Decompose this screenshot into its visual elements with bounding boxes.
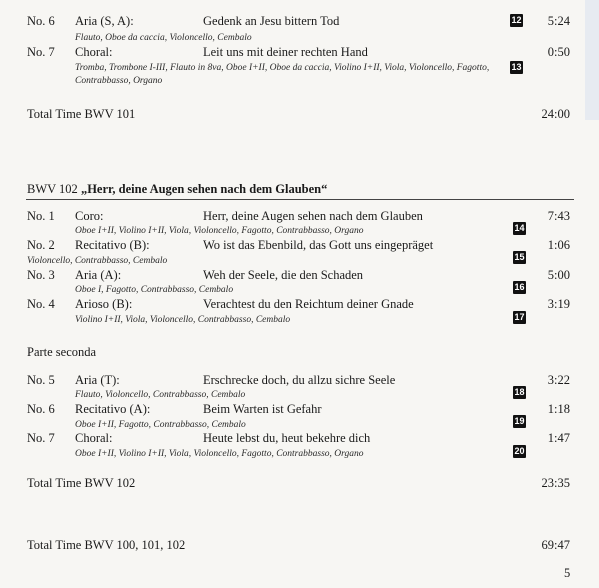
track-time: 0:50 (547, 45, 570, 59)
track-number: No. 7 (27, 431, 55, 445)
instrumentation: Oboe I+II, Violino I+II, Viola, Violoncello, Fagotto, Contrabbasso, Organo (75, 226, 364, 236)
movement-type: Aria (A): (75, 268, 122, 282)
movement-title: Herr, deine Augen sehen nach dem Glauben (203, 209, 423, 223)
movement-type: Aria (S, A): (75, 14, 134, 28)
page-number: 5 (564, 566, 571, 580)
movement-type: Recitativo (A): (75, 402, 151, 416)
cantata-number: BWV 102 (27, 182, 78, 196)
movement-type: Arioso (B): (75, 297, 133, 311)
total-time-label: Total Time BWV 101 (27, 107, 136, 121)
movement-type: Coro: (75, 209, 104, 223)
track-badge: 14 (514, 223, 525, 233)
track-badge: 12 (511, 15, 522, 25)
track-time: 5:00 (547, 268, 570, 282)
instrumentation: Flauto, Violoncello, Contrabbasso, Cembalo (75, 390, 246, 400)
movement-type: Choral: (75, 431, 113, 445)
movement-title: Leit uns mit deiner rechten Hand (203, 45, 368, 59)
page-edge (585, 0, 599, 120)
total-time-value: 23:35 (541, 476, 570, 490)
track-number: No. 3 (27, 268, 55, 282)
movement-type: Recitativo (B): (75, 238, 150, 252)
track-number: No. 6 (27, 402, 55, 416)
track-badge: 19 (514, 416, 525, 426)
movement-title: Heute lebst du, heut bekehre dich (203, 431, 371, 445)
movement-type: Choral: (75, 45, 113, 59)
total-time-value: 24:00 (541, 107, 570, 121)
movement-title: Beim Warten ist Gefahr (203, 402, 322, 416)
track-time: 3:19 (547, 297, 570, 311)
track-time: 1:06 (547, 238, 570, 252)
instrumentation: Flauto, Oboe da caccia, Violoncello, Cembalo (75, 33, 252, 43)
track-badge: 17 (514, 312, 525, 322)
cantata-title: „Herr, deine Augen sehen nach dem Glauben“ (80, 182, 328, 196)
movement-title: Verachtest du den Reichtum deiner Gnade (203, 297, 414, 311)
instrumentation: Contrabbasso, Organo (75, 76, 163, 86)
grand-total-value: 69:47 (541, 538, 570, 552)
track-badge: 16 (514, 282, 525, 292)
movement-title: Weh der Seele, die den Schaden (203, 268, 364, 282)
track-number: No. 1 (27, 209, 55, 223)
total-time-label: Total Time BWV 102 (27, 476, 136, 490)
movement-title: Gedenk an Jesu bittern Tod (203, 14, 340, 28)
track-number: No. 4 (27, 297, 55, 311)
instrumentation: Oboe I, Fagotto, Contrabbasso, Cembalo (75, 285, 234, 295)
divider (26, 199, 574, 200)
track-time: 7:43 (547, 209, 570, 223)
track-number: No. 6 (27, 14, 55, 28)
track-number: No. 7 (27, 45, 55, 59)
track-time: 3:22 (547, 373, 570, 387)
movement-title: Erschrecke doch, du allzu sichre Seele (203, 373, 396, 387)
movement-type: Aria (T): (75, 373, 120, 387)
instrumentation: Oboe I+II, Fagotto, Contrabbasso, Cembalo (75, 420, 246, 430)
track-number: No. 2 (27, 238, 55, 252)
track-number: No. 5 (27, 373, 55, 387)
instrumentation: Tromba, Trombone I-III, Flauto in 8va, Oboe I+II, Oboe da caccia, Violino I+II, Viola, Violoncello, Fagotto, (75, 63, 490, 73)
part-heading: Parte seconda (27, 345, 97, 359)
instrumentation: Violino I+II, Viola, Violoncello, Contrabbasso, Cembalo (75, 315, 291, 325)
track-time: 5:24 (547, 14, 570, 28)
movement-title: Wo ist das Ebenbild, das Gott uns eingepräget (203, 238, 434, 252)
track-time: 1:47 (547, 431, 570, 445)
track-badge: 13 (511, 62, 522, 72)
instrumentation: Oboe I+II, Violino I+II, Viola, Violoncello, Fagotto, Contrabbasso, Organo (75, 449, 364, 459)
track-badge: 18 (514, 387, 525, 397)
cantata-header (27, 182, 327, 196)
track-badge: 20 (514, 446, 525, 456)
grand-total-label: Total Time BWV 100, 101, 102 (27, 538, 186, 552)
track-time: 1:18 (547, 402, 570, 416)
instrumentation: Violoncello, Contrabbasso, Cembalo (27, 256, 168, 266)
track-badge: 15 (514, 252, 525, 262)
